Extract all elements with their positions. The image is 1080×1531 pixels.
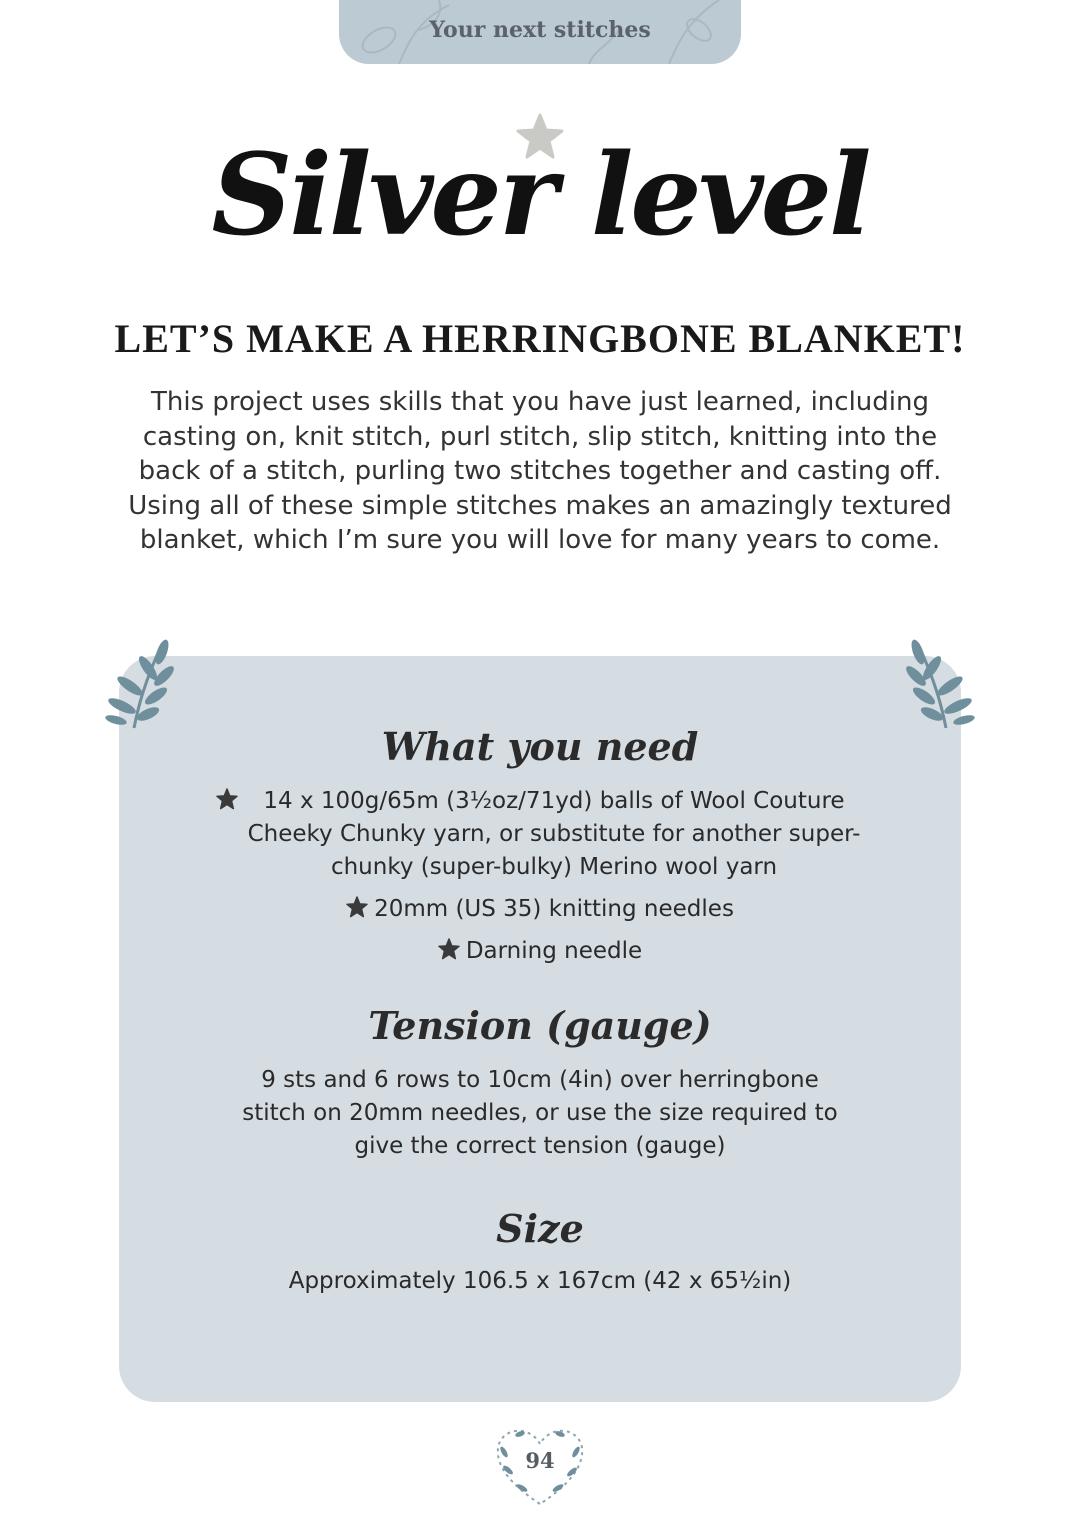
page-title: Silver level <box>211 130 869 261</box>
star-bullet-icon <box>438 938 460 960</box>
leaf-sprig-icon <box>104 638 176 730</box>
leaf-sprig-icon <box>904 638 976 730</box>
size-heading: Size <box>496 1206 584 1251</box>
section-tab-label: Your next stitches <box>429 17 651 43</box>
page-number: 94 <box>525 1448 555 1473</box>
list-item-text: 20mm (US 35) knitting needles <box>374 896 734 922</box>
what-you-need-heading: What you need <box>381 724 699 769</box>
list-item <box>119 935 961 968</box>
list-item-text: 14 x 100g/65m (3½oz/71yd) balls of Wool Couture Cheeky Chunky yarn, or substitute for another super-chunky (super-bulky) Merino wool yarn <box>247 788 861 880</box>
section-tab <box>339 0 741 64</box>
size-text: Approximately 106.5 x 167cm (42 x 65½in) <box>288 1268 792 1294</box>
page-subtitle: LET’S MAKE A HERRINGBONE BLANKET! <box>114 316 966 361</box>
tension-text-body: 9 sts and 6 rows to 10cm (4in) over herringbone stitch on 20mm needles, or use the size required to give the correct tension (gauge) <box>242 1067 838 1159</box>
star-bullet-icon <box>346 896 368 918</box>
intro-paragraph: This project uses skills that you have just learned, including casting on, knit stitch, purl stitch, slip stitch, knitting into the back of a stitch, purling two stitches together and casting off. Using all of these simple stitches makes an amazingly textured blanket, which I’m sure you will love for many years to come. <box>128 387 952 555</box>
star-bullet-icon <box>216 788 238 810</box>
materials-list <box>119 785 961 977</box>
list-item <box>119 785 961 884</box>
page-number-badge <box>490 1422 590 1512</box>
tension-heading: Tension (gauge) <box>368 1003 712 1048</box>
list-item <box>119 893 961 926</box>
tension-text <box>119 1064 961 1163</box>
list-item-text: Darning needle <box>465 938 643 964</box>
